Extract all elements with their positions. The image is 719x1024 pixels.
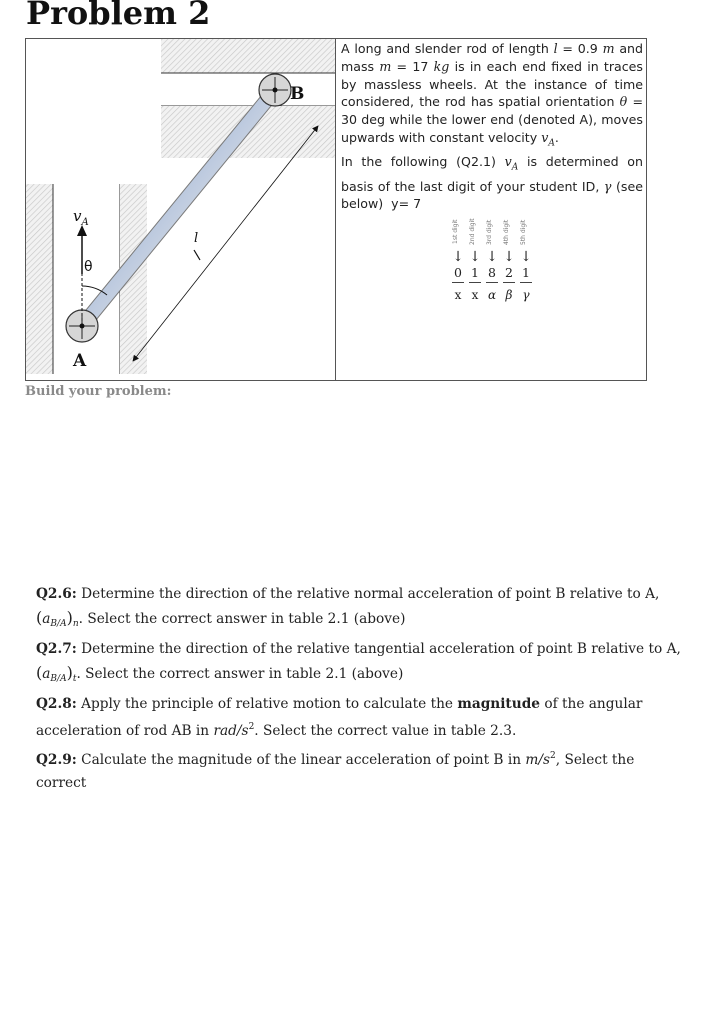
student-id-digits (452, 214, 542, 314)
question-text: . Select the correct answer in table 2.1 (above) (76, 666, 404, 682)
theta-symbol: θ (619, 94, 628, 110)
desc-text: is determined on basis of the last digit of your student ID, (341, 154, 643, 194)
accel-component: t (72, 674, 77, 684)
accel-subscript: B/A (50, 674, 67, 684)
digit-label: 5th digit (520, 219, 527, 245)
digit-label: 3rd digit (486, 219, 493, 245)
paren-open: ( (36, 608, 43, 627)
question-text: Apply the principle of relative motion to calculate the (76, 696, 458, 712)
length-symbol: l (553, 41, 558, 56)
question-label: Q2.6: (36, 586, 77, 602)
desc-text: = 17 (391, 58, 434, 74)
desc-text: and mass (341, 41, 644, 74)
page-title: Problem 2 (26, 0, 211, 32)
rod-diagram (26, 39, 335, 381)
desc-text: is in each end fixed in traces by massless wheels. At the instance of time considered, the rod has spatial orientation (341, 58, 643, 110)
label-va (73, 207, 89, 228)
question-text: Calculate the magnitude of the linear acceleration of point B in (76, 752, 526, 768)
problem-description (341, 40, 643, 213)
digit-symbol: x (471, 288, 479, 302)
question-label: Q2.8: (36, 696, 77, 712)
down-arrow-icon: ↓ (503, 249, 515, 265)
wheel-b (259, 74, 291, 106)
question-text: Determine the direction of the relative tangential acceleration of point B relative to A, (76, 641, 681, 657)
label-a: A (73, 351, 87, 371)
question-text: , Select the correct (36, 752, 635, 791)
digit-symbol: α (487, 288, 497, 302)
digit-symbol: x (454, 288, 462, 302)
accel-symbol: a (42, 611, 51, 627)
desc-text: . (554, 129, 559, 145)
desc-text: = 30 deg while the lower end (denoted A), moves upwards with constant velocity (341, 94, 643, 145)
desc-text: A long and slender rod of length (341, 41, 554, 56)
question-text: . Select the correct answer in table 2.1 (above) (78, 611, 406, 627)
paren-close: ) (66, 663, 73, 682)
unit-exponent: 2 (248, 722, 255, 732)
label-va-main: v (73, 207, 82, 225)
mass-symbol: m (379, 58, 392, 74)
digit-symbol: γ (522, 288, 530, 302)
digit-value: 1 (469, 266, 481, 283)
accel-subscript: B/A (50, 619, 67, 629)
label-l: l (194, 231, 199, 246)
digit-label: 2nd digit (469, 218, 476, 246)
digit-value: 8 (486, 266, 498, 283)
digit-symbol: β (505, 288, 513, 302)
desc-text: (see below) (341, 178, 643, 212)
question-emphasis: magnitude (457, 696, 540, 712)
paren-open: ( (36, 663, 43, 682)
va-subscript: A (511, 162, 519, 173)
label-theta: θ (84, 259, 93, 275)
digit-label: 1st digit (452, 219, 459, 245)
box-divider (335, 38, 336, 381)
down-arrow-icon: ↓ (486, 249, 498, 265)
va-symbol: v (504, 154, 512, 170)
down-arrow-icon: ↓ (452, 249, 464, 265)
down-arrow-icon: ↓ (520, 249, 532, 265)
desc-text: = 0.9 (557, 41, 603, 56)
kg-unit: kg (433, 58, 450, 74)
upper-track (161, 39, 335, 158)
question-2-6 (36, 583, 686, 636)
question-label: Q2.9: (36, 752, 77, 768)
down-arrow-icon: ↓ (469, 249, 481, 265)
unit: rad/s (213, 723, 249, 739)
digit-value: 0 (452, 266, 464, 283)
accel-component: n (72, 619, 79, 629)
label-b: B (290, 84, 305, 104)
va-symbol: v (541, 129, 549, 145)
y-value: y= 7 (391, 196, 422, 212)
va-subscript: A (548, 138, 555, 149)
question-text: Determine the direction of the relative normal acceleration of point B relative to A, (76, 586, 660, 602)
label-va-sub: A (81, 217, 89, 228)
digit-value: 2 (503, 266, 515, 283)
gamma-symbol: γ (603, 178, 612, 194)
accel-symbol: a (42, 666, 51, 682)
question-text: . Select the correct value in table 2.3. (254, 723, 517, 739)
question-2-8 (36, 693, 686, 743)
questions-section (36, 583, 686, 797)
question-2-9 (36, 745, 686, 795)
build-problem-label: Build your problem: (25, 384, 172, 399)
digit-label: 4th digit (503, 219, 510, 245)
paren-close: ) (66, 608, 73, 627)
desc-text: In the following (Q2.1) (341, 154, 505, 170)
meter-unit: m (602, 41, 615, 56)
unit-exponent: 2 (550, 751, 556, 761)
question-label: Q2.7: (36, 641, 77, 657)
unit: m/s (525, 752, 551, 768)
question-text: of the angular acceleration of rod AB in (36, 696, 643, 739)
question-2-7 (36, 638, 686, 691)
digit-value: 1 (520, 266, 532, 283)
